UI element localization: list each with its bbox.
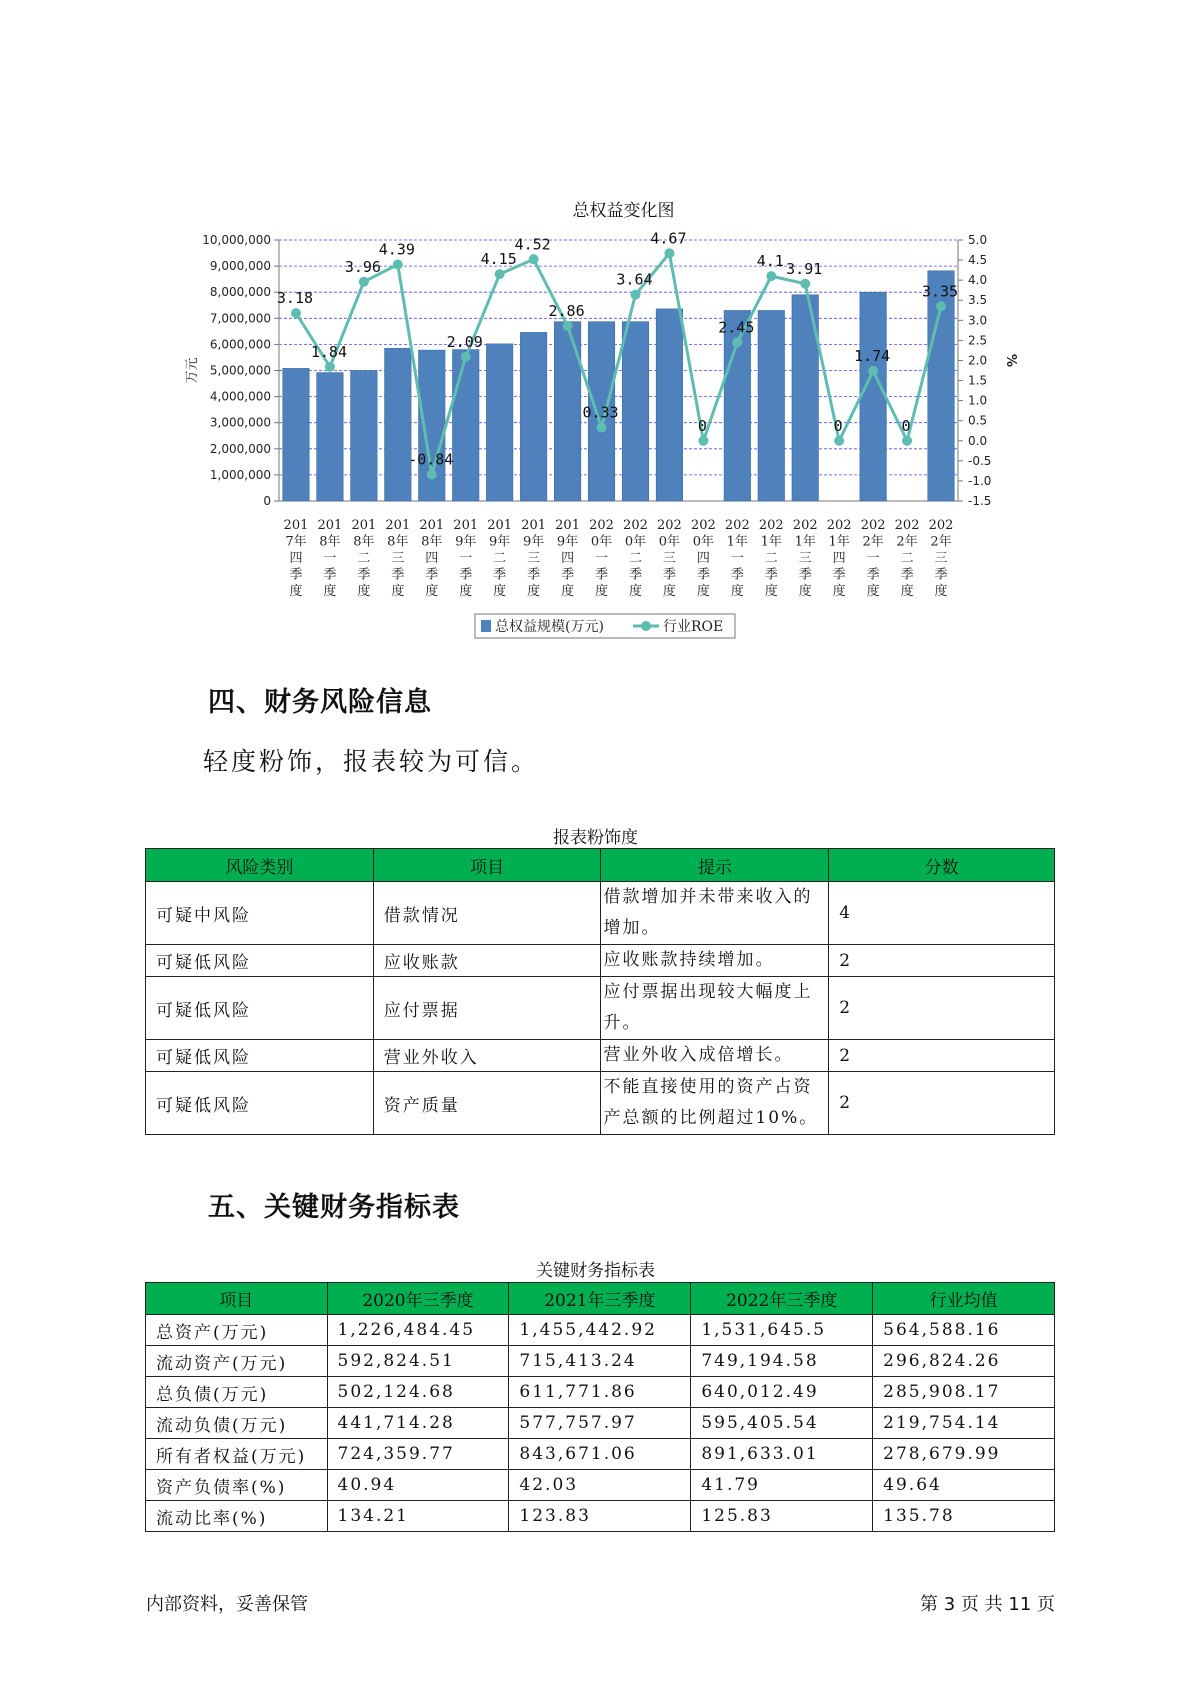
metrics-table-caption: 关键财务指标表 (536, 1261, 655, 1281)
header-cell: 提示 (601, 849, 829, 882)
table-cell: 891,633.01 (691, 1439, 873, 1470)
header-cell: 2021年三季度 (509, 1283, 691, 1315)
table-cell: 502,124.68 (327, 1377, 509, 1408)
roe-point (563, 321, 573, 331)
y2-tick-label: 0.0 (968, 433, 988, 448)
table-cell: 640,012.49 (691, 1377, 873, 1408)
roe-point (664, 248, 674, 258)
table-cell: 843,671.06 (509, 1439, 691, 1470)
table-cell: 总负债(万元) (146, 1377, 328, 1408)
x-tick-label: 201 7年四季度 (283, 518, 309, 599)
roe-point (495, 269, 505, 279)
equity-chart (0, 0, 1191, 660)
table-cell: 724,359.77 (327, 1439, 509, 1470)
y2-axis-label: % (1003, 353, 1018, 368)
x-tick-label: 202 1年二季度 (758, 518, 784, 599)
roe-point (698, 436, 708, 446)
table-cell: 4 (829, 882, 1055, 945)
roe-point (868, 366, 878, 376)
y-tick-label: 4,000,000 (209, 389, 271, 404)
table-cell: 借款增加并未带来收入的增加。 (601, 882, 829, 945)
y2-tick-label: 5.0 (968, 233, 988, 247)
table-cell: 借款情况 (373, 882, 601, 945)
x-tick-label: 201 9年四季度 (555, 518, 580, 599)
metrics-table (145, 1282, 1055, 1532)
roe-data-label: 2.45 (718, 318, 755, 337)
x-tick-label: 202 2年三季度 (928, 518, 954, 599)
risk-conclusion: 轻度粉饰，报表较为可信。 (203, 747, 540, 776)
table-cell: 2 (829, 977, 1055, 1040)
table-row (146, 1501, 1055, 1532)
roe-data-label: 3.91 (786, 259, 823, 278)
table-cell: 流动比率(%) (146, 1501, 328, 1532)
equity-chart-svg (0, 0, 1191, 660)
roe-data-label: 0.33 (582, 403, 619, 422)
roe-point (766, 271, 776, 281)
x-tick-label: 202 1年三季度 (792, 518, 818, 599)
footer-confidential: 内部资料，妥善保管 (146, 1594, 308, 1615)
table-cell: 134.21 (327, 1501, 509, 1532)
roe-point (597, 423, 607, 433)
y2-tick-label: -1.0 (968, 473, 992, 488)
header-cell: 项目 (146, 1283, 328, 1315)
legend-bar-swatch (481, 620, 491, 632)
x-tick-label: 201 8年四季度 (419, 518, 445, 599)
table-row (146, 945, 1055, 977)
legend-bar-label: 总权益规模(万元) (495, 619, 604, 635)
roe-point (902, 436, 912, 446)
roe-point (291, 308, 301, 318)
risk-table-header (146, 849, 1055, 882)
y-axis-label: 万元 (185, 357, 200, 384)
risk-table (145, 848, 1055, 1135)
bar (452, 350, 478, 501)
y2-tick-label: 1.5 (968, 373, 988, 388)
x-tick-label: 201 8年三季度 (385, 518, 411, 599)
x-tick-label: 201 8年二季度 (351, 518, 377, 599)
table-cell: 296,824.26 (873, 1346, 1055, 1377)
roe-point (732, 337, 742, 347)
bar (520, 332, 546, 501)
table-cell: 营业外收入成倍增长。 (601, 1040, 829, 1072)
x-tick-label: 201 8年一季度 (317, 518, 343, 599)
table-cell: 125.83 (691, 1501, 873, 1532)
table-cell: 资产负债率(%) (146, 1470, 328, 1501)
x-tick-label: 202 0年一季度 (589, 518, 614, 599)
table-cell: 可疑低风险 (146, 945, 374, 977)
table-cell: 592,824.51 (327, 1346, 509, 1377)
y-tick-label: 8,000,000 (209, 285, 271, 300)
header-cell: 2020年三季度 (327, 1283, 509, 1315)
bar (758, 310, 784, 501)
roe-data-label: 2.86 (548, 301, 585, 320)
table-cell: 流动负债(万元) (146, 1408, 328, 1439)
table-cell: 278,679.99 (873, 1439, 1055, 1470)
y2-tick-label: 3.5 (968, 293, 988, 308)
chart-title: 总权益变化图 (572, 201, 675, 221)
roe-point (359, 277, 369, 287)
x-tick-label: 202 1年一季度 (724, 518, 750, 599)
roe-point (325, 362, 335, 372)
roe-data-label: 0 (901, 416, 911, 435)
footer-page-number: 第 3 页 共 11 页 (920, 1594, 1055, 1615)
roe-data-label: -0.84 (408, 450, 454, 469)
section5-title: 五、关键财务指标表 (208, 1192, 460, 1223)
section4-title: 四、财务风险信息 (208, 687, 432, 718)
bar (656, 309, 682, 501)
table-cell: 可疑低风险 (146, 1040, 374, 1072)
table-row (146, 1470, 1055, 1501)
roe-data-label: 0 (697, 416, 707, 435)
table-cell: 611,771.86 (509, 1377, 691, 1408)
x-tick-label: 202 2年二季度 (894, 518, 920, 599)
table-cell: 577,757.97 (509, 1408, 691, 1439)
y2-tick-label: 4.0 (968, 273, 988, 288)
roe-data-label: 1.84 (310, 342, 347, 361)
table-cell: 219,754.14 (873, 1408, 1055, 1439)
table-cell: 流动资产(万元) (146, 1346, 328, 1377)
table-cell: 2 (829, 945, 1055, 977)
roe-data-label: 4.67 (650, 229, 687, 248)
header-cell: 行业均值 (873, 1283, 1055, 1315)
y2-tick-label: 4.5 (968, 253, 988, 268)
header-cell: 分数 (829, 849, 1055, 882)
bar (860, 292, 886, 501)
table-row (146, 1439, 1055, 1470)
table-cell: 441,714.28 (327, 1408, 509, 1439)
bar (283, 368, 309, 501)
table-cell: 285,908.17 (873, 1377, 1055, 1408)
table-cell: 41.79 (691, 1470, 873, 1501)
y-tick-label: 9,000,000 (209, 259, 271, 274)
y2-tick-label: 3.0 (968, 313, 988, 328)
legend-line-label: 行业ROE (663, 619, 724, 635)
roe-point (529, 254, 539, 264)
legend-line-marker (641, 621, 651, 631)
roe-point (834, 436, 844, 446)
table-cell: 123.83 (509, 1501, 691, 1532)
table-row (146, 1040, 1055, 1072)
y-tick-label: 5,000,000 (209, 363, 271, 378)
table-row (146, 1315, 1055, 1346)
roe-point (427, 469, 437, 479)
bar (351, 371, 377, 502)
y-tick-label: 0 (263, 494, 271, 508)
table-row (146, 1072, 1055, 1135)
y2-tick-label: -0.5 (968, 453, 992, 468)
table-cell: 应收账款持续增加。 (601, 945, 829, 977)
table-cell: 1,455,442.92 (509, 1315, 691, 1346)
x-tick-label: 202 0年三季度 (657, 518, 682, 599)
roe-data-label: 4.52 (514, 235, 551, 254)
table-cell: 2 (829, 1040, 1055, 1072)
bar (486, 344, 512, 501)
roe-data-label: 4.1 (756, 252, 784, 271)
table-row (146, 882, 1055, 945)
roe-point (800, 279, 810, 289)
table-row (146, 1377, 1055, 1408)
x-tick-label: 202 0年二季度 (623, 518, 648, 599)
header-cell: 项目 (373, 849, 601, 882)
y-tick-label: 7,000,000 (209, 311, 271, 326)
x-tick-label: 202 2年一季度 (860, 518, 886, 599)
table-cell: 40.94 (327, 1470, 509, 1501)
risk-table-caption: 报表粉饰度 (553, 828, 638, 848)
roe-data-label: 3.96 (344, 257, 381, 276)
table-row (146, 977, 1055, 1040)
table-cell: 应付票据 (373, 977, 601, 1040)
y-tick-label: 1,000,000 (209, 467, 271, 482)
bar (622, 322, 648, 501)
roe-data-label: 3.18 (276, 289, 314, 308)
table-cell: 749,194.58 (691, 1346, 873, 1377)
x-tick-label: 201 9年一季度 (453, 518, 479, 599)
table-cell: 49.64 (873, 1470, 1055, 1501)
table-cell: 1,226,484.45 (327, 1315, 509, 1346)
table-cell: 135.78 (873, 1501, 1055, 1532)
table-cell: 应付票据出现较大幅度上升。 (601, 977, 829, 1040)
table-cell: 595,405.54 (691, 1408, 873, 1439)
table-cell: 不能直接使用的资产占资产总额的比例超过10%。 (601, 1072, 829, 1135)
roe-data-label: 2.09 (446, 332, 483, 351)
table-cell: 可疑中风险 (146, 882, 374, 945)
y-tick-label: 6,000,000 (209, 337, 271, 352)
y2-tick-label: 1.0 (968, 393, 988, 408)
table-cell: 2 (829, 1072, 1055, 1135)
roe-data-label: 3.35 (921, 282, 959, 301)
y2-tick-label: 2.5 (968, 333, 988, 348)
x-tick-label: 201 9年三季度 (521, 518, 547, 599)
y-tick-label: 10,000,000 (202, 233, 271, 247)
roe-data-label: 1.74 (854, 346, 891, 365)
table-cell: 营业外收入 (373, 1040, 601, 1072)
y2-tick-label: 0.5 (968, 413, 988, 428)
table-cell: 总资产(万元) (146, 1315, 328, 1346)
table-cell: 资产质量 (373, 1072, 601, 1135)
y-tick-label: 2,000,000 (209, 441, 271, 456)
table-cell: 应收账款 (373, 945, 601, 977)
metrics-table-header (146, 1283, 1055, 1315)
table-cell: 可疑低风险 (146, 977, 374, 1040)
table-cell: 所有者权益(万元) (146, 1439, 328, 1470)
table-cell: 可疑低风险 (146, 1072, 374, 1135)
roe-point (630, 290, 640, 300)
header-cell: 2022年三季度 (691, 1283, 873, 1315)
x-tick-label: 201 9年二季度 (487, 518, 513, 599)
roe-data-label: 4.39 (378, 240, 415, 259)
table-row (146, 1408, 1055, 1439)
table-row (146, 1346, 1055, 1377)
y-tick-label: 3,000,000 (209, 415, 271, 430)
table-cell: 42.03 (509, 1470, 691, 1501)
roe-point (393, 259, 403, 269)
roe-data-label: 4.15 (480, 250, 517, 269)
table-cell: 564,588.16 (873, 1315, 1055, 1346)
header-cell: 风险类别 (146, 849, 374, 882)
table-cell: 1,531,645.5 (691, 1315, 873, 1346)
bar (317, 373, 343, 501)
roe-data-label: 3.64 (616, 270, 653, 289)
roe-point (461, 352, 471, 362)
y2-tick-label: -1.5 (968, 494, 992, 508)
roe-data-label: 0 (833, 416, 843, 435)
bar (385, 348, 411, 501)
x-tick-label: 202 1年四季度 (826, 518, 852, 599)
x-tick-label: 202 0年四季度 (690, 518, 716, 599)
roe-point (936, 301, 946, 311)
table-cell: 715,413.24 (509, 1346, 691, 1377)
y2-tick-label: 2.0 (968, 353, 988, 368)
bar (554, 322, 580, 501)
